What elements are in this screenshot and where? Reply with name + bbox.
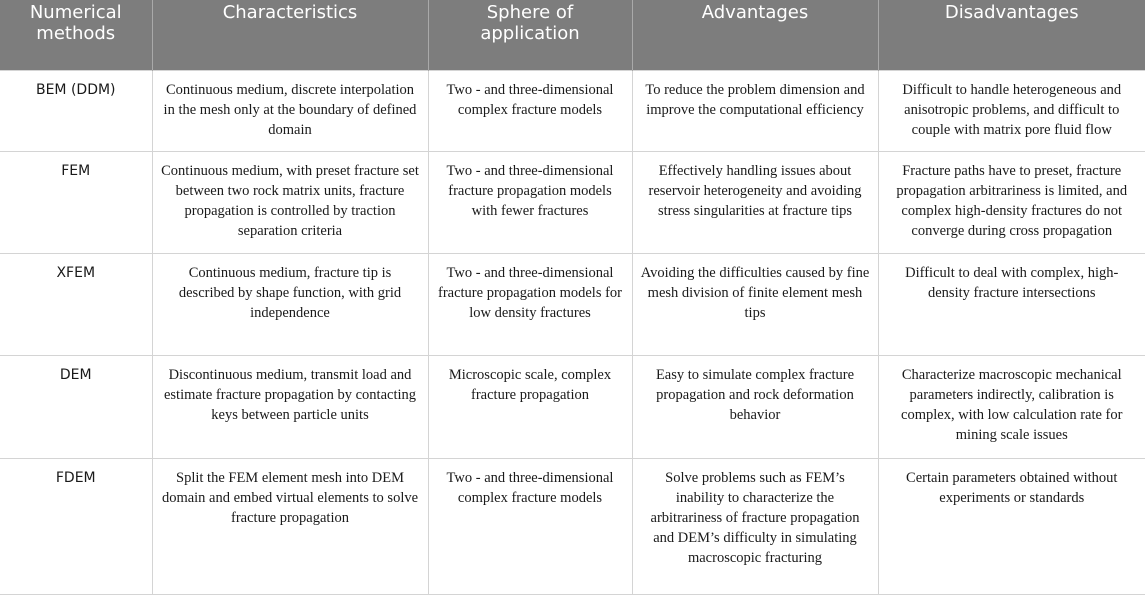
cell-advantages: Easy to simulate complex fracture propagation and rock deformation behavior	[632, 356, 878, 458]
cell-characteristics: Continuous medium, fracture tip is described by shape function, with grid independence	[152, 253, 428, 355]
cell-sphere-of-application: Two - and three-dimensional fracture propagation models with fewer fractures	[428, 151, 632, 253]
cell-advantages: Solve problems such as FEM’s inability to characterize the arbitrariness of fracture propagation and DEM’s difficulty in simulating macroscopic fracturing	[632, 458, 878, 595]
table-row	[0, 356, 1145, 458]
cell-sphere-of-application: Microscopic scale, complex fracture propagation	[428, 356, 632, 458]
header-numerical-methods: Numerical methods	[0, 0, 152, 70]
cell-disadvantages: Difficult to deal with complex, high-density fracture intersections	[878, 253, 1145, 355]
table-row	[0, 253, 1145, 355]
header-advantages: Advantages	[632, 0, 878, 70]
cell-method: XFEM	[0, 253, 152, 355]
cell-characteristics: Continuous medium, with preset fracture set between two rock matrix units, fracture propagation is controlled by traction separation criteria	[152, 151, 428, 253]
table-body	[0, 70, 1145, 595]
table-header	[0, 0, 1145, 70]
cell-characteristics: Continuous medium, discrete interpolation in the mesh only at the boundary of defined domain	[152, 70, 428, 151]
cell-disadvantages: Fracture paths have to preset, fracture propagation arbitrariness is limited, and complex high-density fractures do not converge during cross propagation	[878, 151, 1145, 253]
header-sphere-of-application: Sphere of application	[428, 0, 632, 70]
cell-disadvantages: Difficult to handle heterogeneous and anisotropic problems, and difficult to couple with matrix pore fluid flow	[878, 70, 1145, 151]
cell-advantages: To reduce the problem dimension and improve the computational efficiency	[632, 70, 878, 151]
cell-sphere-of-application: Two - and three-dimensional complex fracture models	[428, 70, 632, 151]
table-row	[0, 458, 1145, 595]
cell-sphere-of-application: Two - and three-dimensional fracture propagation models for low density fractures	[428, 253, 632, 355]
table-row	[0, 70, 1145, 151]
cell-sphere-of-application: Two - and three-dimensional complex fracture models	[428, 458, 632, 595]
cell-advantages: Effectively handling issues about reservoir heterogeneity and avoiding stress singularities at fracture tips	[632, 151, 878, 253]
cell-disadvantages: Characterize macroscopic mechanical parameters indirectly, calibration is complex, with low calculation rate for mining scale issues	[878, 356, 1145, 458]
cell-advantages: Avoiding the difficulties caused by fine mesh division of finite element mesh tips	[632, 253, 878, 355]
header-disadvantages: Disadvantages	[878, 0, 1145, 70]
cell-characteristics: Discontinuous medium, transmit load and estimate fracture propagation by contacting keys between particle units	[152, 356, 428, 458]
cell-method: FDEM	[0, 458, 152, 595]
cell-characteristics: Split the FEM element mesh into DEM domain and embed virtual elements to solve fracture propagation	[152, 458, 428, 595]
cell-method: BEM (DDM)	[0, 70, 152, 151]
table-row	[0, 151, 1145, 253]
cell-method: FEM	[0, 151, 152, 253]
header-characteristics: Characteristics	[152, 0, 428, 70]
header-row	[0, 0, 1145, 70]
cell-method: DEM	[0, 356, 152, 458]
cell-disadvantages: Certain parameters obtained without experiments or standards	[878, 458, 1145, 595]
